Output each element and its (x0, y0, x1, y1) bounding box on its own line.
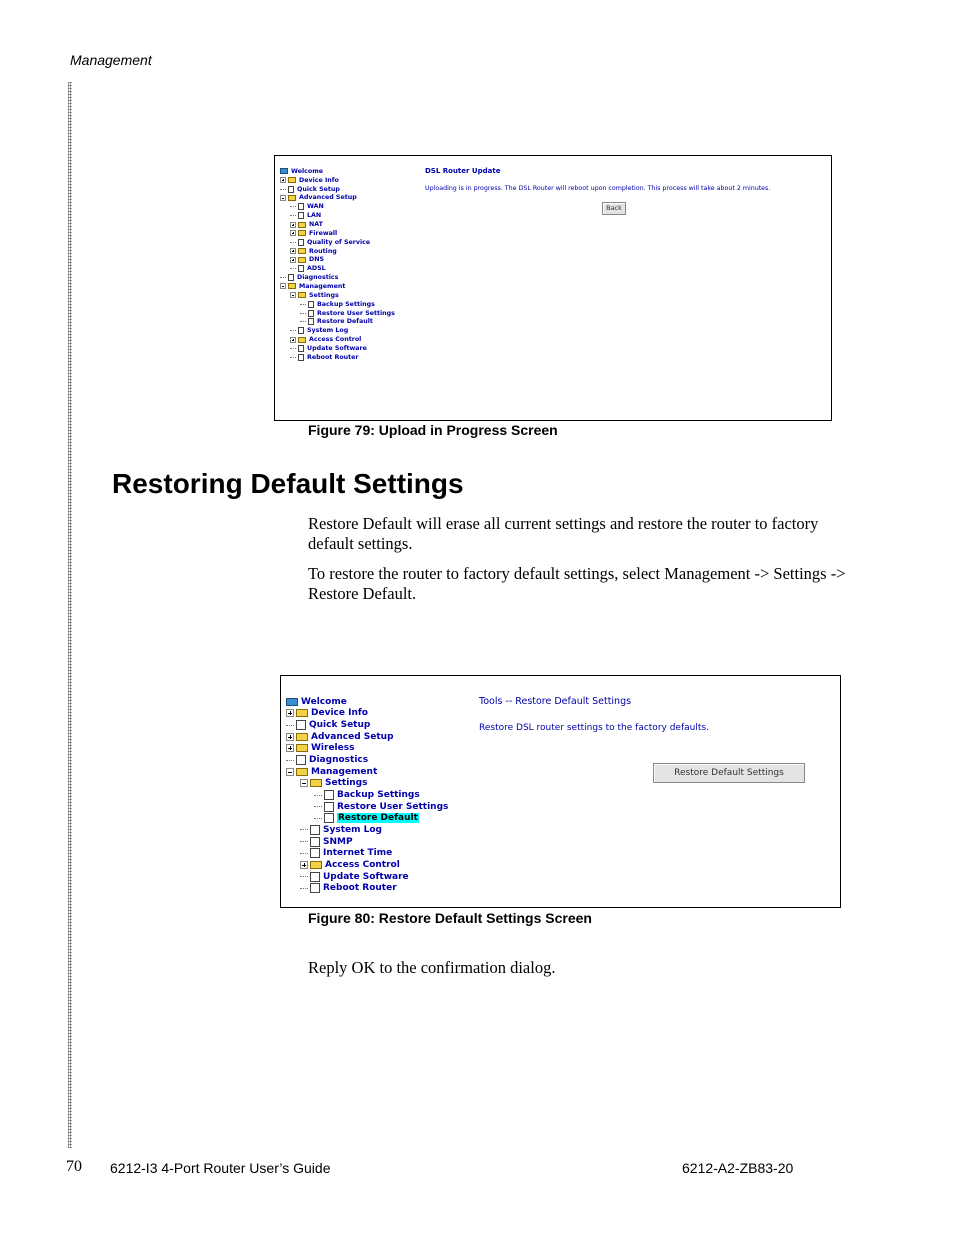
folder-icon (296, 744, 308, 752)
tree-connector (290, 348, 296, 349)
folder-icon (296, 733, 308, 741)
tree-connector (314, 795, 322, 796)
tree-item-label: Update Software (307, 344, 367, 352)
section-heading: Restoring Default Settings (112, 468, 464, 499)
expand-icon[interactable] (290, 337, 296, 343)
tree-item-wan[interactable] (290, 202, 324, 211)
expand-icon[interactable] (286, 744, 294, 752)
tree-item-label: Restore Default (338, 813, 418, 824)
tree-item-nat[interactable] (290, 220, 323, 229)
tree-item-label: Restore User Settings (317, 309, 395, 317)
tree-item-restore-user-settings[interactable] (300, 309, 395, 318)
tree-item-label: Restore Default (317, 318, 373, 326)
document-icon (296, 755, 306, 765)
footer-guide-title: 6212-I3 4-Port Router User’s Guide (110, 1160, 331, 1176)
tree-item-label: DNS (309, 256, 325, 264)
tree-item-label: Routing (309, 247, 337, 255)
back-button[interactable]: Back (602, 202, 626, 215)
tree-connector (290, 206, 296, 207)
tree-item-system-log[interactable] (300, 824, 382, 836)
tree-item-label: Access Control (325, 859, 400, 870)
tree-item-settings[interactable] (300, 778, 367, 790)
tree-item-restore-user-settings[interactable] (314, 801, 448, 813)
figure-80-screenshot (280, 675, 841, 908)
tree-item-label: Quick Setup (309, 720, 371, 731)
tree-item-label: Diagnostics (309, 755, 369, 766)
folder-icon (288, 195, 296, 201)
tree-item-label: Reboot Router (307, 353, 359, 361)
expand-icon[interactable] (286, 733, 294, 741)
collapse-icon[interactable] (280, 283, 286, 289)
paragraph-restore-instructions: To restore the router to factory default settings, select Management -> Settings -> Restore Default. (308, 564, 846, 603)
document-icon (288, 186, 294, 193)
tree-item-label: NAT (309, 221, 323, 229)
document-icon (298, 239, 304, 246)
tree-item-access-control[interactable] (290, 335, 361, 344)
tree-item-label: Device Info (299, 176, 339, 184)
document-icon (298, 345, 304, 352)
folder-icon (298, 257, 306, 263)
folder-icon (288, 177, 296, 183)
figure-80-caption: Figure 80: Restore Default Settings Screen (308, 910, 592, 926)
tree-item-management[interactable] (280, 282, 345, 291)
tree-item-quick-setup[interactable] (286, 719, 370, 731)
paragraph-restore-default-intro: Restore Default will erase all current settings and restore the router to factory default settings. (308, 514, 819, 553)
tree-item-label: Quality of Service (307, 238, 371, 246)
tree-item-welcome[interactable] (280, 167, 323, 176)
expand-icon[interactable] (290, 230, 296, 236)
tree-item-restore-default[interactable] (300, 317, 373, 326)
restore-default-message: Restore DSL router settings to the factory defaults. (479, 723, 709, 733)
margin-rule (68, 82, 72, 1148)
folder-icon (298, 248, 306, 254)
document-icon (310, 872, 320, 882)
tree-connector (290, 330, 296, 331)
tree-item-system-log[interactable] (290, 326, 348, 335)
running-header: Management (70, 52, 152, 68)
tree-connector (290, 215, 296, 216)
document-icon (288, 274, 294, 281)
tree-item-snmp[interactable] (300, 836, 353, 848)
folder-icon (296, 709, 308, 717)
document-icon (298, 203, 304, 210)
tree-connector (314, 818, 322, 819)
page-number: 70 (66, 1158, 82, 1175)
expand-icon[interactable] (290, 248, 296, 254)
tree-item-lan[interactable] (290, 211, 321, 220)
expand-icon[interactable] (286, 709, 294, 717)
collapse-icon[interactable] (300, 779, 308, 787)
footer-doc-number: 6212-A2-ZB83-20 (682, 1160, 794, 1176)
tree-item-label: LAN (307, 212, 322, 220)
tree-connector (300, 829, 308, 830)
tree-item-label: Wireless (311, 743, 355, 754)
figure-79-caption: Figure 79: Upload in Progress Screen (308, 422, 558, 438)
tree-item-label: Diagnostics (297, 274, 339, 282)
document-icon (296, 720, 306, 730)
tree-item-label: Backup Settings (337, 790, 420, 800)
folder-icon (310, 779, 322, 787)
tree-connector (286, 760, 294, 761)
expand-icon[interactable] (280, 177, 286, 183)
tree-item-diagnostics[interactable] (286, 754, 368, 766)
tree-item-device-info[interactable] (286, 708, 368, 720)
folder-icon (310, 861, 322, 869)
tree-item-internet-time[interactable] (300, 847, 392, 859)
tree-item-label: Settings (325, 778, 368, 789)
tree-item-routing[interactable] (290, 247, 337, 256)
tree-item-label: Quick Setup (297, 185, 340, 193)
tree-item-backup-settings[interactable] (314, 789, 420, 801)
tree-item-label: Access Control (309, 336, 362, 344)
tree-item-welcome[interactable] (286, 696, 347, 708)
document-icon (298, 354, 304, 361)
tree-item-advanced-setup[interactable] (280, 194, 357, 203)
tree-connector (300, 313, 306, 314)
paragraph-confirmation: Reply OK to the confirmation dialog. (308, 958, 556, 977)
document-icon (308, 301, 314, 308)
computer-icon (280, 168, 288, 174)
document-icon (310, 848, 320, 858)
tree-item-label: Internet Time (323, 848, 393, 859)
tree-item-label: Welcome (301, 696, 347, 707)
tree-item-label: Advanced Setup (311, 731, 394, 742)
tree-item-label: Settings (309, 291, 339, 299)
collapse-icon[interactable] (286, 768, 294, 776)
tree-item-label: Update Software (323, 871, 409, 882)
tree-item-advanced-setup[interactable] (286, 731, 394, 743)
document-icon (308, 318, 314, 325)
tree-item-label: Firewall (309, 229, 338, 237)
tree-item-label: SNMP (323, 836, 353, 847)
document-icon (298, 327, 304, 334)
document-icon (298, 212, 304, 219)
document-icon (324, 813, 334, 823)
figure-79-screenshot (274, 155, 832, 421)
tree-connector (300, 853, 308, 854)
tree-item-label: Advanced Setup (299, 194, 357, 202)
document-icon (298, 265, 304, 272)
tree-connector (300, 888, 308, 889)
tree-connector (300, 876, 308, 877)
tree-item-management[interactable] (286, 766, 377, 778)
tree-connector (300, 304, 306, 305)
tree-item-diagnostics[interactable] (280, 273, 338, 282)
tree-item-restore-default[interactable] (314, 813, 419, 825)
tree-connector (300, 321, 306, 322)
document-icon (324, 790, 334, 800)
tree-item-label: Reboot Router (323, 883, 397, 894)
restore-default-settings-button[interactable]: Restore Default Settings (653, 763, 805, 783)
tree-item-label: Backup Settings (317, 300, 375, 308)
tree-item-settings[interactable] (290, 291, 339, 300)
folder-icon (298, 222, 306, 228)
tree-item-update-software[interactable] (290, 344, 367, 353)
document-icon (310, 883, 320, 893)
expand-icon[interactable] (290, 257, 296, 263)
computer-icon (286, 698, 298, 706)
document-icon (324, 802, 334, 812)
tree-item-firewall[interactable] (290, 229, 337, 238)
tree-connector (314, 806, 322, 807)
tree-item-label: Management (311, 766, 378, 777)
tree-item-reboot-router[interactable] (300, 882, 397, 894)
tree-item-label: Welcome (291, 167, 324, 175)
tree-item-quick-setup[interactable] (280, 185, 340, 194)
tree-connector (290, 268, 296, 269)
folder-icon (298, 230, 306, 236)
tree-item-dns[interactable] (290, 256, 324, 265)
tree-item-update-software[interactable] (300, 871, 409, 883)
expand-icon[interactable] (290, 222, 296, 228)
folder-icon (298, 292, 306, 298)
tree-connector (280, 277, 286, 278)
tree-item-label: System Log (323, 824, 382, 835)
folder-icon (288, 283, 296, 289)
tree-item-wireless[interactable] (286, 743, 354, 755)
document-icon (310, 825, 320, 835)
collapse-icon[interactable] (290, 292, 296, 298)
dsl-router-update-title: DSL Router Update (425, 167, 501, 175)
upload-progress-message: Uploading is in progress. The DSL Router will reboot upon completion. This process will take about 2 minutes. (425, 185, 771, 192)
folder-icon (296, 768, 308, 776)
tree-connector (290, 242, 296, 243)
tree-item-quality-of-service[interactable] (290, 238, 370, 247)
tree-item-device-info[interactable] (280, 176, 339, 185)
tree-connector (286, 725, 294, 726)
tree-item-access-control[interactable] (300, 859, 400, 871)
document-icon (310, 837, 320, 847)
tree-item-label: System Log (307, 327, 349, 335)
expand-icon[interactable] (300, 861, 308, 869)
tree-connector (300, 841, 308, 842)
document-icon (308, 310, 314, 317)
folder-icon (298, 337, 306, 343)
tree-item-label: WAN (307, 203, 324, 211)
tree-connector (280, 189, 286, 190)
tree-item-adsl[interactable] (290, 264, 326, 273)
tree-item-label: Device Info (311, 708, 368, 719)
tree-item-backup-settings[interactable] (300, 300, 375, 309)
restore-default-settings-title: Tools -- Restore Default Settings (479, 696, 632, 707)
collapse-icon[interactable] (280, 195, 286, 201)
tree-connector (290, 357, 296, 358)
tree-item-label: Restore User Settings (337, 801, 449, 812)
tree-item-label: ADSL (307, 265, 326, 273)
tree-item-label: Management (299, 282, 346, 290)
tree-item-reboot-router[interactable] (290, 353, 359, 362)
